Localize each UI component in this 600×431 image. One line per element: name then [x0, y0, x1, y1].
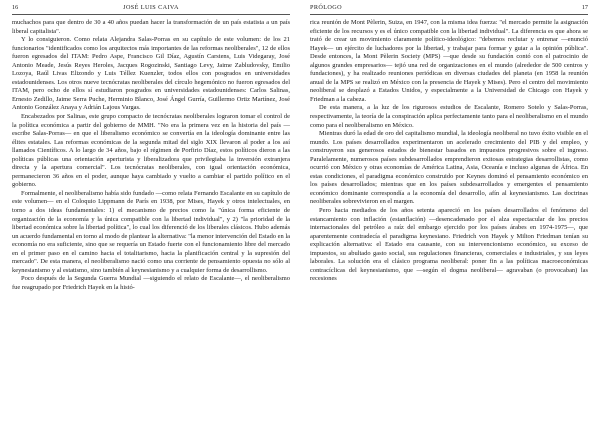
- paragraph: Y lo consiguieron. Como relata Alejandra Salas-Porras en su capítulo de este volumen: de los 21 funcionarios "identificados como los arquitectos más importantes de las reformas neoliberales", 12 de ellos fueron egresados del ITAM: Pedro Aspe, Francisco Gil Díaz, Agustín Carstens, Luis Videgaray, José Antonio Meade, Jesús Reyes Heroles, Jacques Rogozinski, Santiago Levy, Jaime Zabludovsky, Emilio Lozoya, Raúl Livas Elizondo y Luis Téllez Kuenzler, todos ellos con posgrados en universidades estadounidenses. Los otros nueve tecnócratas neoliberales del círculo hegemónico no fueron egresados del ITAM, pero ocho de ellos sí estudiaron posgrados en universidades estadounidenses: Carlos Salinas, Ernesto Zedillo, Jaime Serra Puche, Herminio Blanco, José Ángel Gurría, Guillermo Ortiz Martínez, José Antonio González Anaya y Adrián Lajous Vargas.: [12, 36, 290, 112]
- page-body: [310, 19, 588, 284]
- paragraph: Poco después de la Segunda Guerra Mundial —siguiendo el relato de Escalante—, el neoliberalismo fue reagrupado por Friedrich Hayek en la histó-: [12, 275, 290, 291]
- page-header: [12, 2, 290, 15]
- paragraph: Pero hacia mediados de los años setenta apareció en los países desarrollados el fenómeno del estancamiento con inflación (estanflación) —desencadenado por el alza espectacular de los precios internacionales del petróleo a raíz del embargo ejercido por los países árabes en 1974-1975—, que aparentemente contradecía el paradigma keynesiano. Friedrich von Hayek y Milton Friedman tenían su explicación alternativa: el Estado era causante, con su intervencionismo económico, su exceso de impuestos, su abultado gasto social, sus regulaciones financieras, comerciales e industriales, y sus leyes laborales. La solución era el clásico programa neoliberal: poner fin a las políticas macroeconómicas contracíclicas del keynesianismo, que —según el dogma neoliberal— agravaban (o provocaban) las recesiones: [310, 207, 588, 283]
- paragraph: Mientras duró la edad de oro del capitalismo mundial, la ideología neoliberal no tuvo éxito visible en el mundo. Los países desarrollados experimentaron un acelerado crecimiento del PIB y del empleo, y construyeron sus generosos estados de bienestar basados en impuestos progresivos sobre el ingreso. Paralelamente, numerosos países subdesarrollados emprendieron exitosas estrategias desarrollistas, como ocurrió con México y otras economías de América Latina, Asia, Oceanía e incluso algunas de África. En estas condiciones, el paradigma económico construido por Keynes dominó el pensamiento económico en los países desarrollados; mientras que en los países subdesarrollados y emergentes el pensamiento económico dominante correspondía a la economía del desarrollo, afín al keynesianismo. Las doctrinas neoliberales sobrevivieron en el margen.: [310, 130, 588, 206]
- page-body: [12, 19, 290, 293]
- paragraph: Formalmente, el neoliberalismo había sido fundado —como relata Fernando Escalante en su capítulo de este volumen— en el Coloquio Lippmann de París en 1938, por Mises, Hayek y otros intelectuales, en torno a dos ideas fundamentales: 1) el mecanismo de precios como la "única forma eficiente de organización de la economía y la única compatible con la libertad individual", y 2) "la prioridad de la libertad económica sobre la libertad política", lo cual los diferenció de los liberales clásicos. Hubo además un acuerdo fundamental en torno al modo de plantear la alternativa: "la menor intervención del Estado en la economía no era suficiente, sino que se requería un Estado fuerte con el funcionamiento libre del mercado en el primer paso en el camino hacia el totalitarismo, hacia la planificación central y la supresión del mercado". De esta manera, el neoliberalismo nació como una corriente de pensamiento opuesta no sólo al keynesianismo y al estatismo, sino también al keynesianismo y a cualquier forma de desarrollismo.: [12, 189, 290, 274]
- running-title: PRÓLOGO: [310, 4, 343, 11]
- paragraph: rica reunión de Mont Pèlerin, Suiza, en 1947, con la misma idea fuerza: "el mercado permite la asignación eficiente de los recursos y es el único compatible con la libertad individual". La diferencia es que ahora se trató de crear un movimiento claramente político-ideológico: "debemos reclutar y entrenar —enunció Hayek— un ejército de luchadores por la libertad, y trabajar para formar y guiar a la opinión pública". Desde entonces, la Mont Pèlerin Society (MPS) —que desde su fundación contó con el patrocinio de algunos grandes empresarios— tejió una red de organizaciones en el mundo (alrededor de 500 centros y fundaciones), y ha realizado reuniones periódicas en diversas ciudades del planeta (en 1958 la reunión anual de la MPS se realizó en México con la presencia de Hayek y Mises). Pero el centro del movimiento neoliberal se desplazó a Estados Unidos, y especialmente a la Universidad de Chicago con Hayek y Friedman a la cabeza.: [310, 19, 588, 103]
- paragraph: muchachos para que dentro de 30 a 40 años puedan hacer la transformación de un país estatista a un país liberal capitalista".: [12, 19, 290, 35]
- right-page: [300, 0, 600, 431]
- paragraph: Encabezados por Salinas, este grupo compacto de tecnócratas neoliberales lograron tomar el control de la política económica a partir del gobierno de MMH. "No era la primera vez en la historia del país —escribe Salas-Porras— en que el liberalismo económico se convertía en la ideología dominante entre las élites estatales. Las reformas económicas de la segunda mitad del siglo XIX llevaron al poder a los así llamados Científicos. A lo largo de 34 años, bajo el régimen de Porfirio Díaz, estos políticos dieron a las políticas públicas una orientación aperturista y liberalizadora que privilegiaba la inversión extranjera directa y la apertura comercial". Los tecnócratas neoliberales, con igual orientación económica, permanecieron 36 años en el poder, aunque haya cambiado y vuelto a cambiar el partido político en el gobierno.: [12, 113, 290, 189]
- page-number: 17: [581, 4, 588, 11]
- page-header: [310, 2, 588, 15]
- paragraph: De esta manera, a la luz de los rigurosos estudios de Escalante, Romero Sotelo y Salas-Porras, respectivamente, la teoría de la conspiración aplica perfectamente tanto para el neoliberalismo en el mundo como para el neoliberalismo en México.: [310, 104, 588, 129]
- running-title: JOSÉ LUIS CAIVA: [123, 4, 179, 11]
- page-number: 16: [12, 4, 19, 11]
